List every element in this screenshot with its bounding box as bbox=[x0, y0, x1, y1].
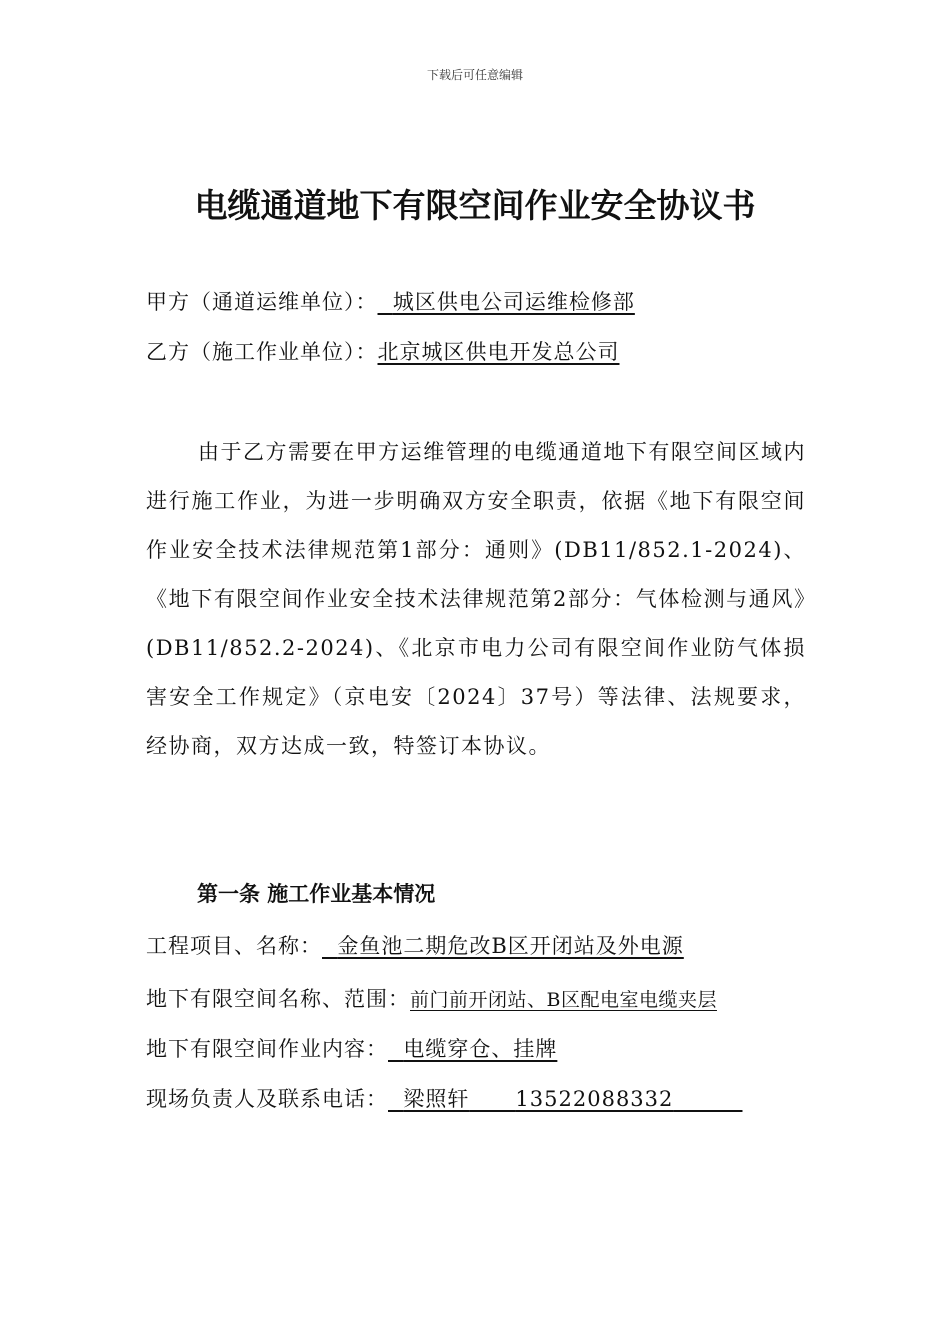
contact-line bbox=[146, 1083, 742, 1113]
section-1-title: 第一条 施工作业基本情况 bbox=[197, 882, 436, 906]
intro-paragraph: 由于乙方需要在甲方运维管理的电缆通道地下有限空间区域内进行施工作业，为进一步明确双方安全职责，依据《地下有限空间作业安全技术法律规范第1部分：通则》(DB11/852.1-2024)、《地下有限空间作业安全技术法律规范第2部分：气体检测与通风》(DB11/852.2-2024)、《北京市电力公司有限空间作业防气体损害安全工作规定》（京电安〔2024〕37号）等法律、法规要求，经协商，双方达成一致，特签订本协议。 bbox=[146, 440, 806, 758]
project-label: 工程项目、名称： bbox=[146, 934, 322, 958]
content-label: 地下有限空间作业内容： bbox=[146, 1037, 388, 1061]
party-b-label: 乙方（施工作业单位）： bbox=[146, 340, 378, 364]
content-line bbox=[146, 1033, 557, 1063]
project-value: 金鱼池二期危改B区开闭站及外电源 bbox=[337, 934, 684, 958]
contact-phone: 13522088332 bbox=[515, 1087, 674, 1111]
contact-value bbox=[388, 1087, 742, 1111]
document-title: 电缆通道地下有限空间作业安全协议书 bbox=[194, 186, 756, 225]
content-value: 电缆穿仓、挂牌 bbox=[403, 1037, 558, 1061]
party-a-line bbox=[146, 286, 635, 316]
page-header-note: 下载后可任意编辑 bbox=[426, 68, 523, 82]
space-line bbox=[146, 983, 717, 1013]
party-a-value: 城区供电公司运维检修部 bbox=[392, 290, 635, 314]
party-a-label: 甲方（通道运维单位）： bbox=[146, 290, 378, 314]
party-b-line bbox=[146, 336, 620, 366]
space-value: 前门前开闭站、B区配电室电缆夹层 bbox=[410, 989, 717, 1011]
contact-label: 现场负责人及联系电话： bbox=[146, 1087, 388, 1111]
contact-name: 梁照轩 bbox=[403, 1087, 470, 1111]
project-line bbox=[146, 930, 684, 960]
party-b-value: 北京城区供电开发总公司 bbox=[377, 340, 620, 364]
space-label: 地下有限空间名称、范围： bbox=[146, 987, 410, 1011]
